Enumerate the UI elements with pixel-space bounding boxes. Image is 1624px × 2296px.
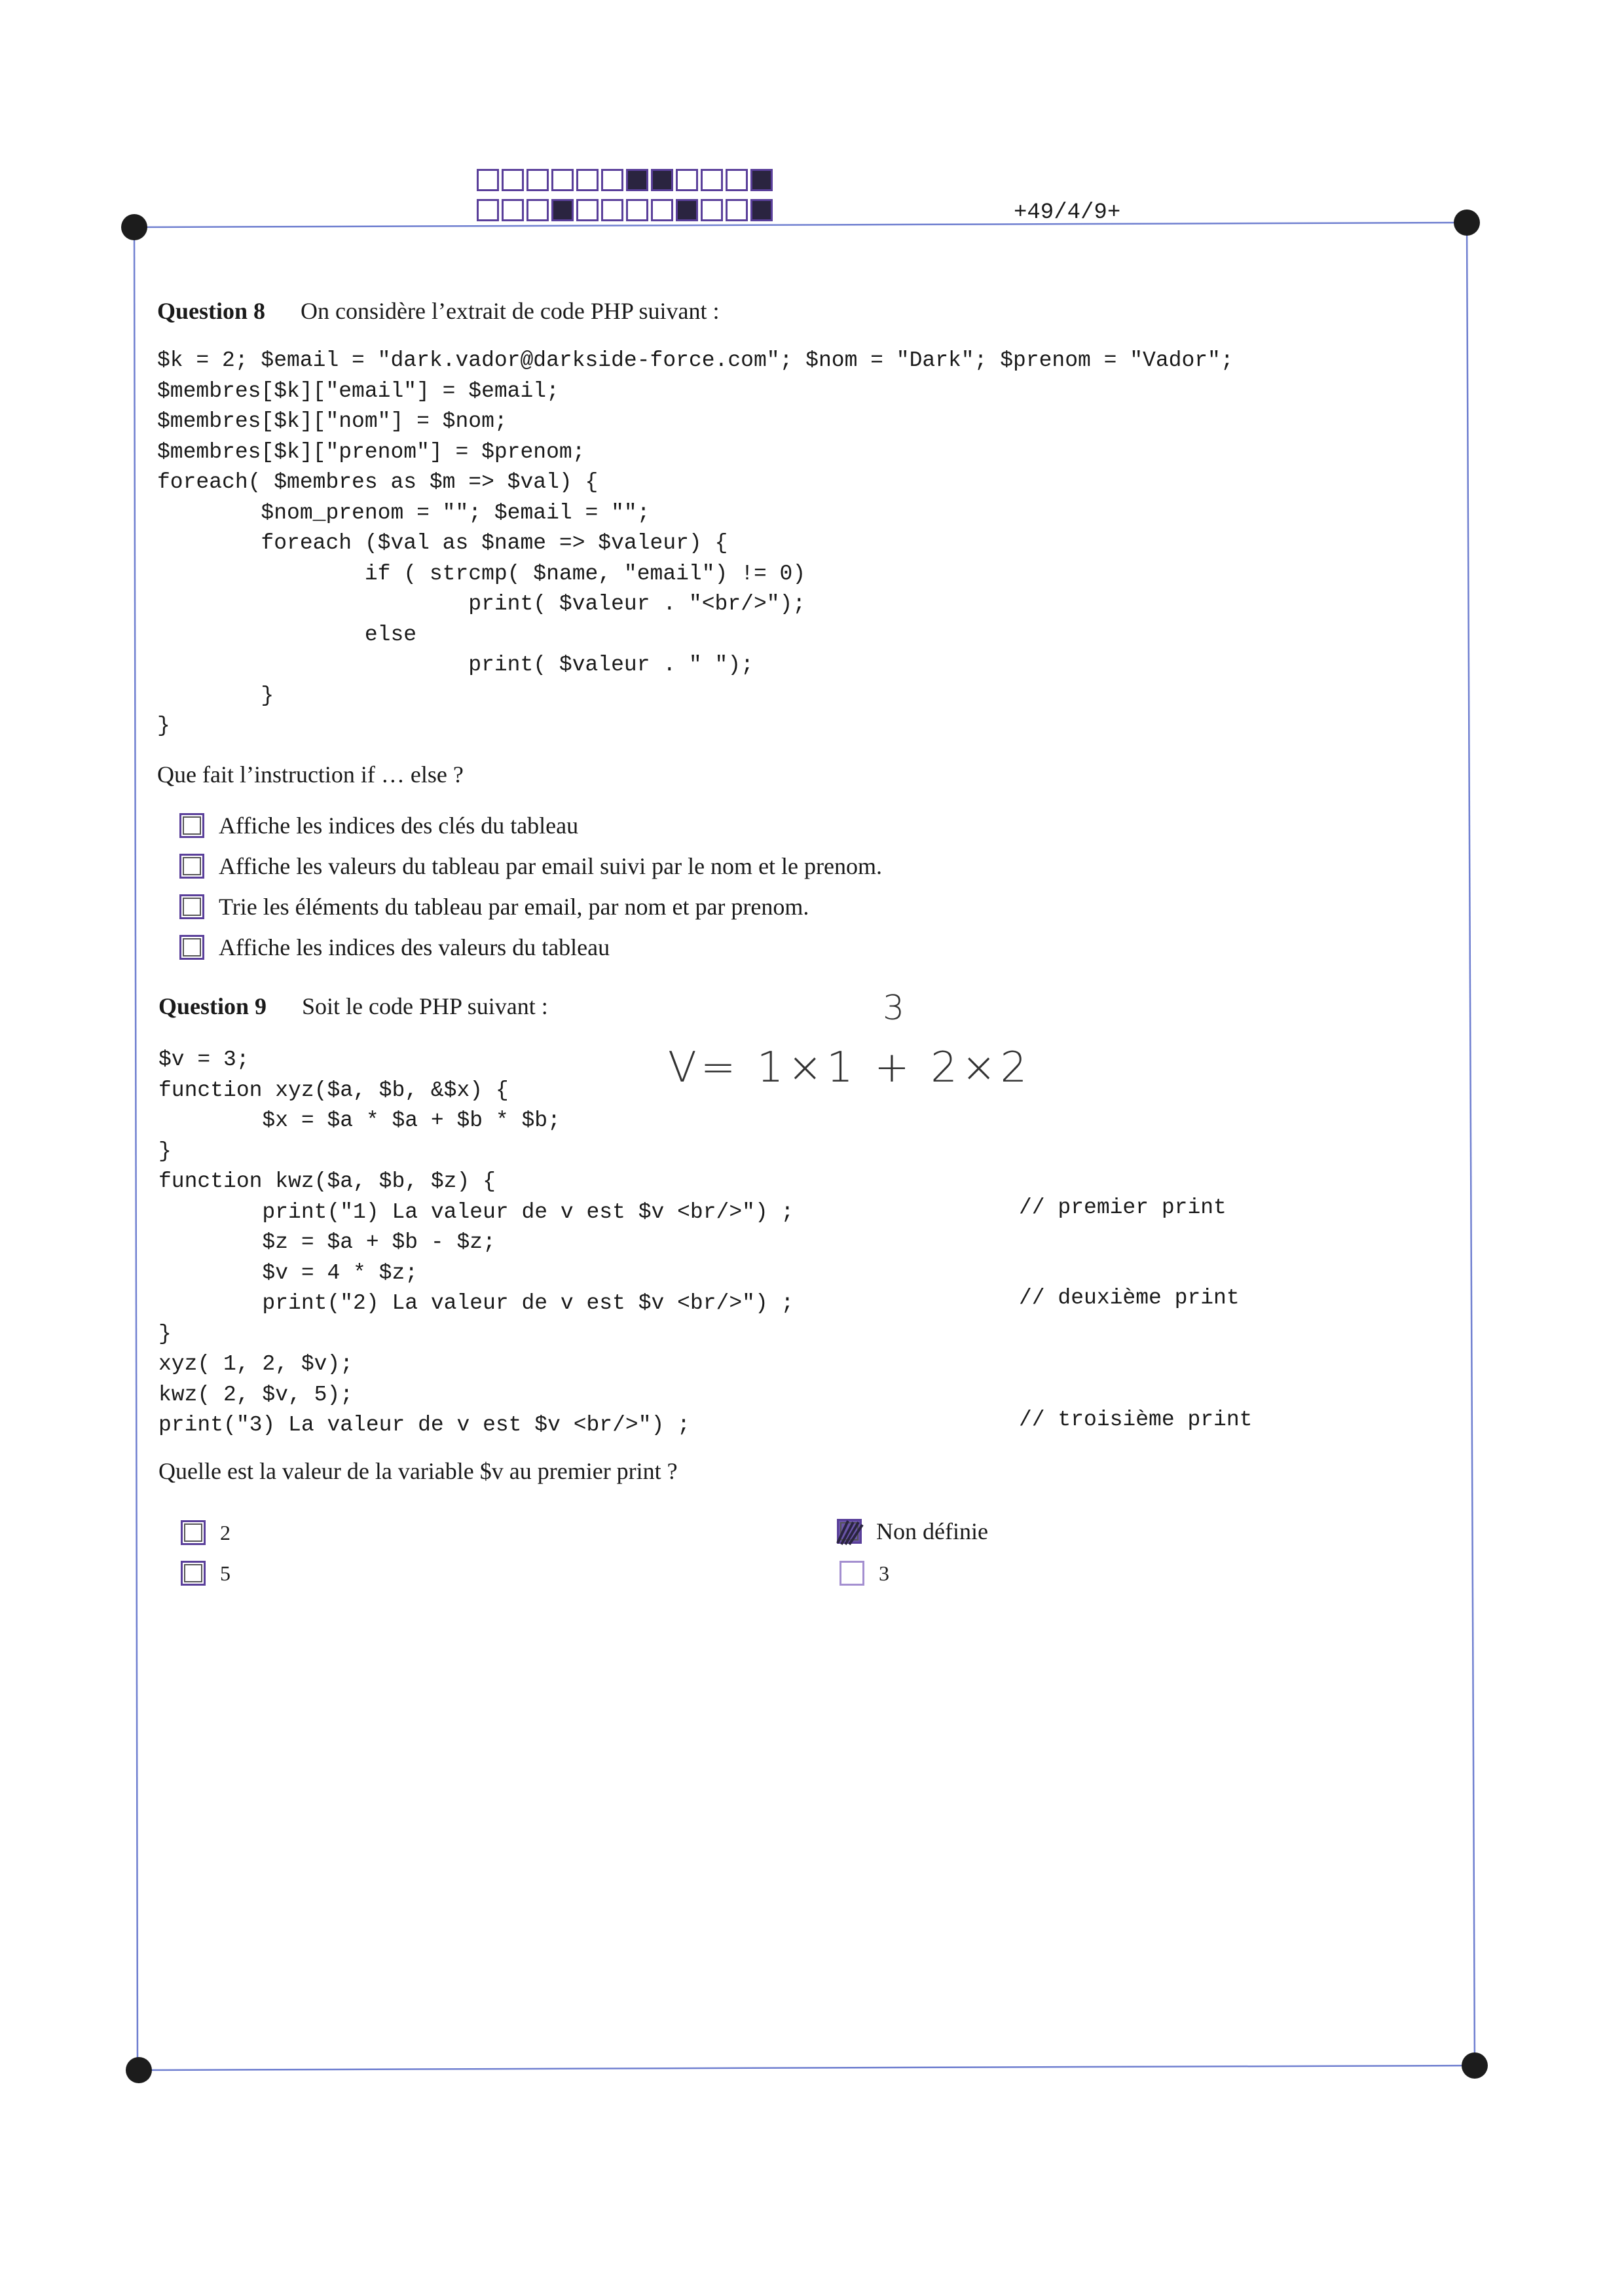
question-8-header xyxy=(157,297,720,325)
id-box xyxy=(601,199,623,221)
question-intro: Soit le code PHP suivant : xyxy=(302,993,548,1019)
id-box xyxy=(551,169,574,191)
question-prompt: Quelle est la valeur de la variable $v au premier print ? xyxy=(158,1458,678,1484)
id-box xyxy=(477,169,499,191)
corner-mark-bottom-right xyxy=(1462,2052,1488,2079)
option-label: 2 xyxy=(220,1520,231,1544)
id-box xyxy=(701,199,723,221)
option-label: Affiche les indices des clés du tableau xyxy=(219,812,579,839)
checkbox[interactable] xyxy=(179,935,204,960)
id-box xyxy=(601,169,623,191)
q8-option-2[interactable] xyxy=(179,852,882,880)
id-box xyxy=(576,169,599,191)
id-box xyxy=(626,199,648,221)
id-box-filled xyxy=(676,199,698,221)
id-boxes-row-2 xyxy=(477,199,775,221)
id-box-filled xyxy=(750,199,773,221)
checkbox[interactable] xyxy=(181,1520,206,1545)
question-prompt: Que fait l’instruction if … else ? xyxy=(157,761,464,788)
id-box xyxy=(726,199,748,221)
id-box xyxy=(651,199,673,221)
corner-mark-bottom-left xyxy=(126,2057,152,2083)
code-block-q8: $k = 2; $email = "dark.vador@darkside-force.com"; $nom = "Dark"; $prenom = "Vador"; $membres[$k]["email"] = $email; $membres[$k]["nom"] = $nom; $membres[$k]["prenom"] = $prenom; foreach( $membres as $m => $val) { $nom_prenom = ""; $email = ""; foreach ($val as $name => $valeur) { if ( strcmp( $name, "email") != 0) print( $valeur . "<br/>"); else print( $valeur . " "); } } xyxy=(157,348,1234,738)
id-box xyxy=(526,199,549,221)
question-intro: On considère l’extrait de code PHP suivant : xyxy=(301,298,720,324)
id-box xyxy=(526,169,549,191)
question-9-header xyxy=(158,993,548,1020)
checkbox[interactable] xyxy=(181,1561,206,1586)
q9-option-2[interactable] xyxy=(181,1520,231,1545)
id-box xyxy=(502,199,524,221)
id-boxes-row-1 xyxy=(477,169,775,191)
id-box-filled xyxy=(626,169,648,191)
code-comment-3: // troisième print xyxy=(1019,1408,1253,1432)
id-box xyxy=(502,169,524,191)
corner-mark-top-left xyxy=(121,214,147,240)
option-label: 3 xyxy=(879,1561,889,1585)
q8-option-4[interactable] xyxy=(179,934,610,961)
code-block-q9: $v = 3; function xyz($a, $b, &$x) { $x = $a * $a + $b * $b; } function kwz($a, $b, $z) { print("1) La valeur de v est $v <br/>") ; $z = $a + $b - $z; $v = 4 * $z; print("2) La valeur de v est $v <br/>") ; } xyz( 1, 2, $v); kwz( 2, $v, 5); print("3) La valeur de v est $v <br/>") ; xyxy=(158,1048,794,1437)
q8-option-3[interactable] xyxy=(179,893,809,920)
option-label: Non définie xyxy=(876,1518,988,1544)
id-box xyxy=(701,169,723,191)
checkbox[interactable] xyxy=(179,854,204,879)
page-code: +49/4/9+ xyxy=(1014,200,1121,225)
option-label: Affiche les valeurs du tableau par email suivi par le nom et le prenom. xyxy=(219,853,882,879)
checkbox-checked[interactable] xyxy=(837,1519,862,1544)
option-label: Trie les éléments du tableau par email, par nom et par prenom. xyxy=(219,894,809,920)
handwritten-note-top: 3 xyxy=(883,989,905,1028)
q9-option-5[interactable] xyxy=(181,1561,231,1586)
option-label: 5 xyxy=(220,1561,231,1585)
id-box-filled xyxy=(551,199,574,221)
checkbox[interactable] xyxy=(179,813,204,838)
checkbox[interactable] xyxy=(179,894,204,919)
id-box xyxy=(477,199,499,221)
question-title: Question 9 xyxy=(158,993,267,1019)
q8-option-1[interactable] xyxy=(179,812,578,839)
scribble-mark-icon xyxy=(835,1517,865,1547)
checkbox[interactable] xyxy=(840,1561,864,1586)
q9-option-non-definie[interactable] xyxy=(837,1518,988,1545)
corner-mark-top-right xyxy=(1454,210,1480,236)
id-box-filled xyxy=(651,169,673,191)
q9-option-3[interactable] xyxy=(840,1561,889,1586)
question-title: Question 8 xyxy=(157,298,266,324)
id-box xyxy=(726,169,748,191)
handwritten-note-equation: V= 1×1 + 2×2 xyxy=(668,1044,1031,1092)
id-box xyxy=(676,169,698,191)
option-label: Affiche les indices des valeurs du tableau xyxy=(219,934,610,960)
id-box xyxy=(576,199,599,221)
code-comment-1: // premier print xyxy=(1019,1195,1227,1220)
id-box-filled xyxy=(750,169,773,191)
code-comment-2: // deuxième print xyxy=(1019,1286,1240,1310)
